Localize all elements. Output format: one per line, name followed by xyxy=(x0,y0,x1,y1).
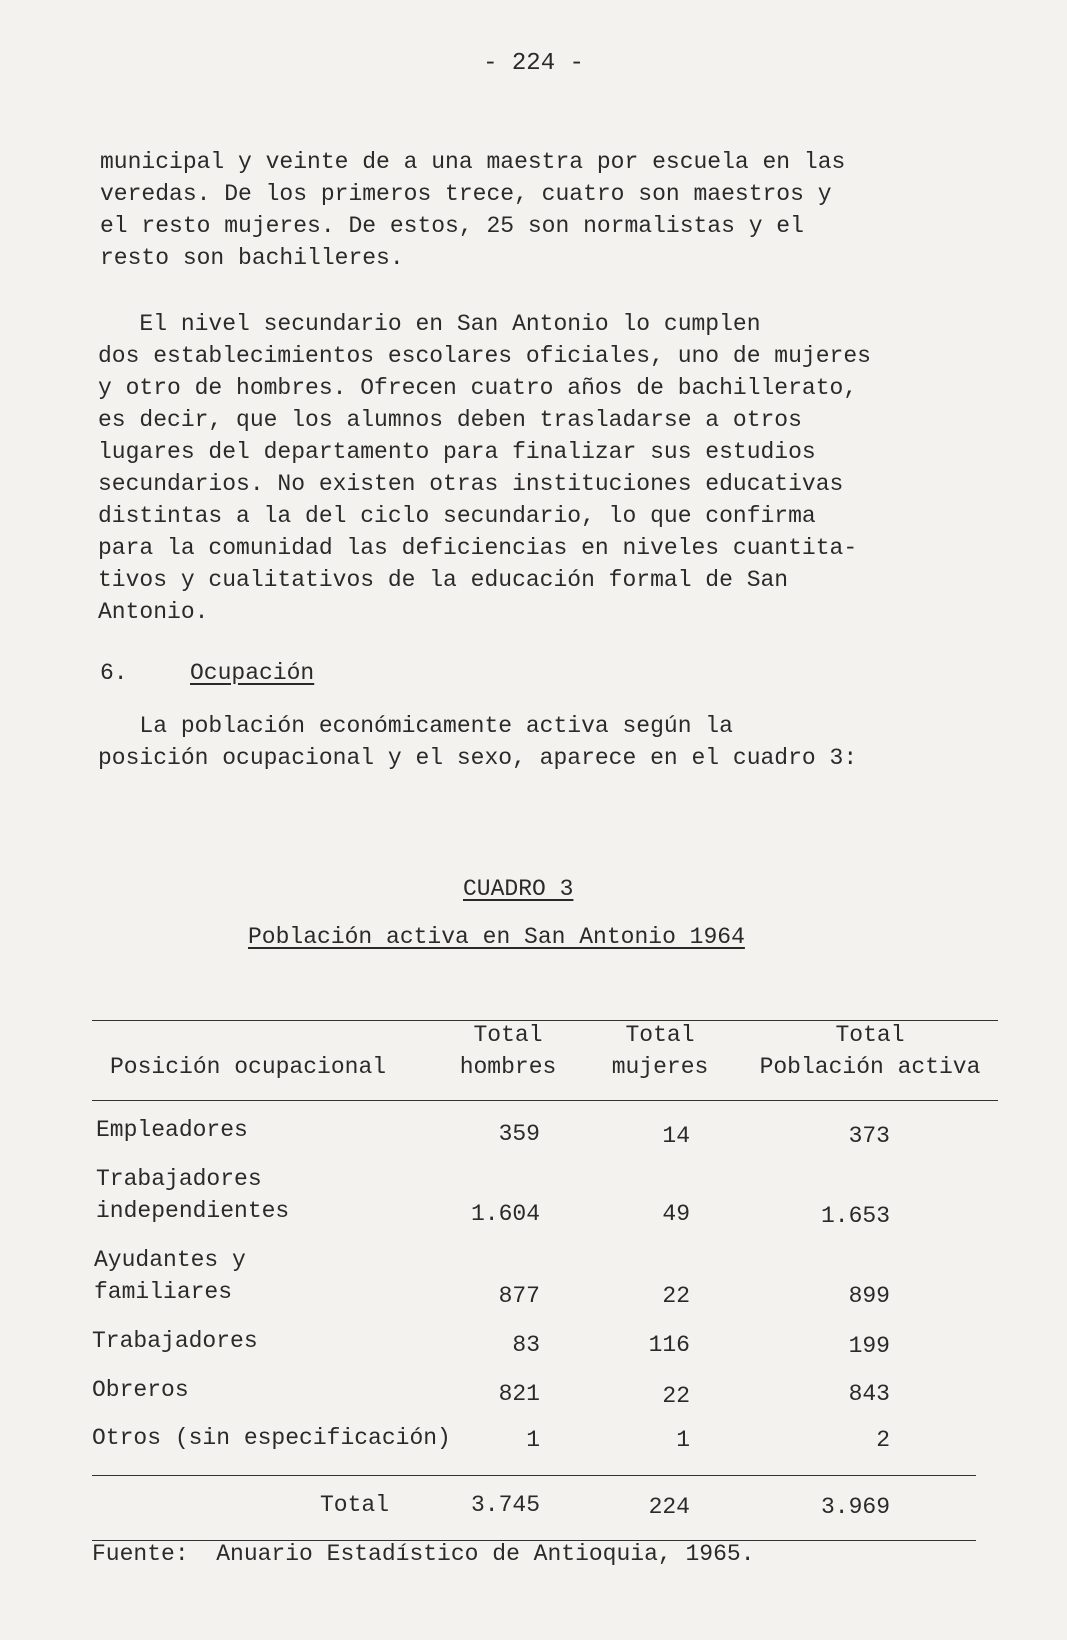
row-women: 1 xyxy=(676,1427,690,1453)
row-total: 2 xyxy=(876,1427,890,1453)
paragraph-secondary-level: El nivel secundario en San Antonio lo cumplen dos establecimientos escolares oficiales, uno de mujeres y otro de hombres. Ofrecen cuatro años de bachillerato, es decir, que los alumnos deben trasladarse a otros lugares del departamento para finalizar sus estudios secundarios. No existen otras instituciones educativas distintas a la del ciclo secundario, lo que confirma para la comunidad las deficiencias en niveles cuantita- tivos y cualitativos de la educación formal de San Antonio. xyxy=(98,311,871,625)
page-number: - 224 - xyxy=(483,50,584,77)
row-label: Obreros xyxy=(92,1377,189,1403)
row-women: 22 xyxy=(662,1383,690,1409)
row-women: 49 xyxy=(662,1201,690,1227)
row-label: Trabajadores xyxy=(92,1328,258,1354)
paragraph-schools: municipal y veinte de a una maestra por escuela en las veredas. De los primeros trece, cuatro son maestros y el resto mujeres. De estos, 25 son normalistas y el resto son bachilleres. xyxy=(100,149,846,271)
table-total-rule xyxy=(92,1475,976,1476)
table-label: CUADRO 3 xyxy=(463,876,574,902)
row-total: 843 xyxy=(848,1381,890,1407)
row-label: Ayudantes y familiares xyxy=(94,1247,246,1305)
row-men: 1.604 xyxy=(470,1201,540,1227)
row-men: 83 xyxy=(512,1332,540,1358)
row-label: Empleadores xyxy=(96,1117,248,1143)
row-women: 116 xyxy=(648,1332,690,1358)
row-total: 373 xyxy=(848,1123,890,1149)
row-total: 1.653 xyxy=(820,1203,890,1229)
table-header-rule xyxy=(92,1100,998,1101)
header-total-active: Total Población activa xyxy=(759,1022,981,1080)
row-label: Otros (sin especificación) xyxy=(92,1425,451,1451)
table-title: Población activa en San Antonio 1964 xyxy=(248,924,745,950)
row-men: 877 xyxy=(498,1283,540,1309)
total-label: Total xyxy=(320,1492,390,1518)
total-women: 224 xyxy=(648,1494,690,1520)
row-label: Trabajadores independientes xyxy=(96,1166,290,1224)
row-total: 899 xyxy=(848,1283,890,1309)
row-men: 821 xyxy=(498,1381,540,1407)
row-men: 359 xyxy=(498,1121,540,1147)
header-total-women: Total mujeres xyxy=(611,1022,709,1080)
row-women: 22 xyxy=(662,1283,690,1309)
row-total: 199 xyxy=(848,1333,890,1359)
section-number: 6. xyxy=(100,660,128,686)
total-active: 3.969 xyxy=(820,1494,890,1520)
row-women: 14 xyxy=(662,1123,690,1149)
section-title: Ocupación xyxy=(190,660,315,686)
total-men: 3.745 xyxy=(470,1492,540,1518)
header-position: Posición ocupacional xyxy=(110,1054,387,1080)
paragraph-occupation: La población económicamente activa según la posición ocupacional y el sexo, aparece en el cuadro 3: xyxy=(98,713,858,771)
table-source: Fuente: Anuario Estadístico de Antioquia, 1965. xyxy=(92,1541,755,1567)
row-men: 1 xyxy=(526,1427,540,1453)
header-total-men: Total hombres xyxy=(459,1022,557,1080)
